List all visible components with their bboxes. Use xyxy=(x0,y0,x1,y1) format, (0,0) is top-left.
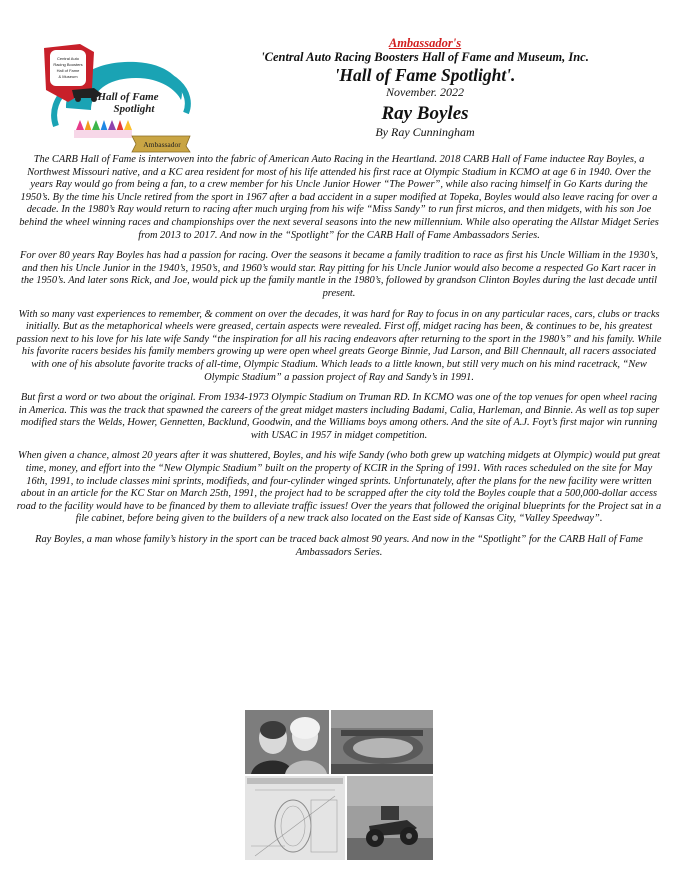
organization-name: 'Central Auto Racing Boosters Hall of Fame and Museum, Inc. xyxy=(261,50,589,64)
paragraph-2: For over 80 years Ray Boyles has had a passion for racing. Over the seasons it became a family tradition to race as first his Uncle William in the 1930’s, and then his Uncle Junior in the 1940’s, 1950’s, and 1960’s would star. Ray pitting for his Uncle Junior would also become a respected Go Kart racer in the 1950’s. And later sons Rick, and Joe, would pick up the family mantle in the 1980’s, followed by grandson Clinton Boyles during the last decade until present. xyxy=(20,250,658,299)
ambassador-label: Ambassador's xyxy=(388,36,462,50)
byline: By Ray Cunningham xyxy=(375,125,475,139)
logo-script-line-2: Spotlight xyxy=(113,103,155,115)
track-blueprint-photo xyxy=(245,776,345,860)
paragraph-6: Ray Boyles, a man whose family’s history in the sport can be traced back almost 90 years. And now in the “Spotlight” for the CARB Hall of Fame Ambassadors Series. xyxy=(35,534,643,558)
colorful-figures-graphic xyxy=(74,120,132,138)
paragraph-5: When given a chance, almost 20 years after it was shuttered, Boyles, and his wife Sandy (who both grew up watching midgets at Olympic) would put great time, money, and effort into the “New Olympic Stadium” built on the property of KCIR in the Spring of 1991. With races scheduled on the site for May 16th, 1991, to include classes mini sprints, modifieds, and four-cylinder winged sprints. Unfortunately, after the plans for the new facility were written about in an article for the KC Star on March 25th, 1991, the project had to be scrapped after the city told the Boyles couple that a 500,000-dollar access road to the facility would have to be financed by them to alleviate traffic issues! Over the years that followed the original blueprints for the Project sat in a file cabinet, before being given to the builders of a new track also located on the East side of Kansas City, “Valley Speedway”. xyxy=(16,450,662,525)
logo-badge-label: Ambassador xyxy=(143,140,181,149)
svg-text:Racing Boosters: Racing Boosters xyxy=(53,62,83,67)
paragraph-3: With so many vast experiences to remember, & comment on over the decades, it was hard for Ray to focus in on any particular races, cars, clubs or tracks initially. But as the metaphorical wheels were greased, certain aspects were revealed. First off, midget racing has been, & continues to be, his greatest passion next to his love for his late wife Sandy “the inspiration for all his racing endeavors after returning to the sport in the 1980’s” and his family. While his favorite racers besides his family members growing up were open wheel greats George Binnie, Jud Larson, and Bill Chennault, all racers associated with one of his absolute favorite tracks of all-time, Olympic Stadium. Which leads to a little known, but still very much on his mind racetrack, “New Olympic Stadium” a passion project of Ray and Sandy’s in 1991. xyxy=(16,308,662,383)
couple-portrait-photo xyxy=(245,710,329,774)
hall-of-fame-spotlight-logo xyxy=(36,38,196,153)
svg-text:Central Auto: Central Auto xyxy=(56,56,80,61)
svg-text:Hall of Fame: Hall of Fame xyxy=(56,68,80,73)
paragraph-4: But first a word or two about the original. From 1934-1973 Olympic Stadium on Truman RD. In KCMO was one of the top venues for open wheel racing in America. This was the track that spawned the careers of the great midget masters including Badami, Calia, Harleman, and Binnie. As well as top super modified stars the Welds, Hower, Gennetten, Backlund, Goodwin, and the Williams boys among others. And the site of A.J. Foyt’s first major win running with USAC in 1957 in midget competition. xyxy=(18,392,660,441)
logo-script-line-1: Hall of Fame xyxy=(97,91,159,103)
article-title: Ray Boyles xyxy=(381,103,469,124)
article-header xyxy=(205,36,645,139)
photo-collage xyxy=(245,710,433,860)
stadium-aerial-photo xyxy=(331,710,433,774)
svg-text:& Museum: & Museum xyxy=(58,74,78,79)
paragraph-1: The CARB Hall of Fame is interwoven into the fabric of American Auto Racing in the Heartland. 2018 CARB Hall of Fame inductee Ray Boyles, a Northwest Missouri native, and a KC area resident for most of his life attended his first race at Olympic Stadium in KCMO at age 6 in 1940. Over the years Ray would go from being a fan, to a crew member for his Uncle Junior Hower “The Power”, while also racing himself in Go Karts during the 1950’s. By the time his Uncle retired from the sport in 1967 after a bad accident in a super modified at Topeka, Boyles would also leave racing for over a decade. In the 1980’s Ray would return to racing after much urging from his wife “Miss Sandy” to run first micros, and then midgets, with his son Joe behind the wheel winning races and championships over the next several seasons into the new millennium. While also operating the Allstar Midget Series from 2013 to 2017. And now in the “Spotlight” for the CARB Hall of Fame Ambassadors Series. xyxy=(19,154,659,241)
article-body xyxy=(16,154,662,567)
spotlight-title: 'Hall of Fame Spotlight'. xyxy=(334,65,516,85)
publication-date: November. 2022 xyxy=(386,85,464,99)
race-car-photo xyxy=(347,776,433,860)
